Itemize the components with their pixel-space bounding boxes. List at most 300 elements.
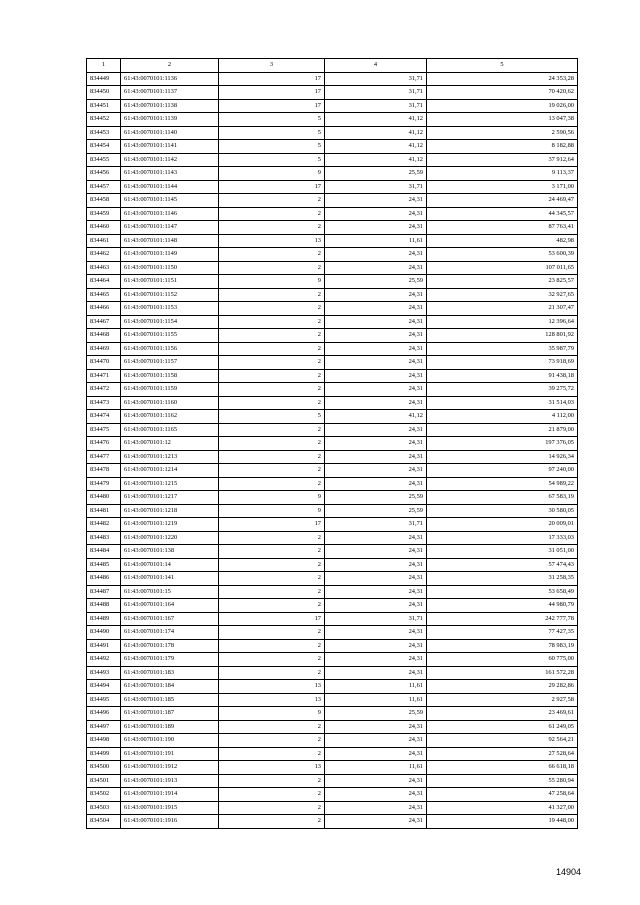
group-cell: 5 (219, 410, 325, 424)
group-cell: 13 (219, 680, 325, 694)
table-row (87, 761, 578, 775)
record-number-cell: 834486 (87, 572, 121, 586)
rate-cell: 24,31 (325, 720, 427, 734)
rate-cell: 24,31 (325, 572, 427, 586)
value-cell: 67 583,19 (427, 491, 578, 505)
rate-cell: 24,31 (325, 464, 427, 478)
group-cell: 2 (219, 342, 325, 356)
value-cell: 12 396,64 (427, 315, 578, 329)
rate-cell: 24,31 (325, 801, 427, 815)
rate-cell: 24,31 (325, 288, 427, 302)
rate-cell: 31,71 (325, 99, 427, 113)
record-number-cell: 834470 (87, 356, 121, 370)
table-row (87, 626, 578, 640)
value-cell: 2 927,58 (427, 693, 578, 707)
table-row (87, 423, 578, 437)
table-row (87, 572, 578, 586)
rate-cell: 25,59 (325, 491, 427, 505)
value-cell: 31 258,35 (427, 572, 578, 586)
cadastral-number-cell: 61:43:0070101:1136 (121, 72, 219, 86)
record-number-cell: 834492 (87, 653, 121, 667)
cadastral-number-cell: 61:43:0070101:1149 (121, 248, 219, 262)
table-row (87, 774, 578, 788)
record-number-cell: 834490 (87, 626, 121, 640)
table-row (87, 302, 578, 316)
group-cell: 9 (219, 707, 325, 721)
value-cell: 21 307,47 (427, 302, 578, 316)
register-table (86, 58, 578, 829)
table-row (87, 747, 578, 761)
table-row (87, 815, 578, 829)
cadastral-number-cell: 61:43:0070101:1220 (121, 531, 219, 545)
table-row (87, 599, 578, 613)
table-row (87, 234, 578, 248)
value-cell: 91 438,18 (427, 369, 578, 383)
value-cell: 161 572,28 (427, 666, 578, 680)
table-row (87, 342, 578, 356)
value-cell: 19 448,00 (427, 815, 578, 829)
record-number-cell: 834464 (87, 275, 121, 289)
group-cell: 2 (219, 774, 325, 788)
rate-cell: 24,31 (325, 815, 427, 829)
record-number-cell: 834462 (87, 248, 121, 262)
record-number-cell: 834453 (87, 126, 121, 140)
record-number-cell: 834449 (87, 72, 121, 86)
cadastral-number-cell: 61:43:0070101:167 (121, 612, 219, 626)
value-cell: 23 825,57 (427, 275, 578, 289)
table-row (87, 140, 578, 154)
cadastral-number-cell: 61:43:0070101:1165 (121, 423, 219, 437)
cadastral-number-cell: 61:43:0070101:1146 (121, 207, 219, 221)
record-number-cell: 834481 (87, 504, 121, 518)
cadastral-number-cell: 61:43:0070101:1151 (121, 275, 219, 289)
cadastral-number-cell: 61:43:0070101:178 (121, 639, 219, 653)
value-cell: 41 327,00 (427, 801, 578, 815)
cadastral-number-cell: 61:43:0070101:1217 (121, 491, 219, 505)
record-number-cell: 834455 (87, 153, 121, 167)
rate-cell: 24,31 (325, 261, 427, 275)
cadastral-number-cell: 61:43:0070101:1213 (121, 450, 219, 464)
cadastral-number-cell: 61:43:0070101:1156 (121, 342, 219, 356)
rate-cell: 31,71 (325, 612, 427, 626)
record-number-cell: 834452 (87, 113, 121, 127)
rate-cell: 24,31 (325, 626, 427, 640)
table-row (87, 194, 578, 208)
value-cell: 66 618,18 (427, 761, 578, 775)
rate-cell: 24,31 (325, 774, 427, 788)
cadastral-number-cell: 61:43:0070101:14 (121, 558, 219, 572)
record-number-cell: 834458 (87, 194, 121, 208)
group-cell: 5 (219, 126, 325, 140)
group-cell: 2 (219, 450, 325, 464)
group-cell: 17 (219, 99, 325, 113)
group-cell: 9 (219, 504, 325, 518)
column-header-1: 1 (87, 59, 121, 73)
record-number-cell: 834465 (87, 288, 121, 302)
cadastral-number-cell: 61:43:0070101:1150 (121, 261, 219, 275)
value-cell: 60 775,00 (427, 653, 578, 667)
rate-cell: 24,31 (325, 207, 427, 221)
table-row (87, 410, 578, 424)
table-row (87, 585, 578, 599)
rate-cell: 24,31 (325, 302, 427, 316)
value-cell: 242 777,78 (427, 612, 578, 626)
record-number-cell: 834504 (87, 815, 121, 829)
group-cell: 2 (219, 572, 325, 586)
value-cell: 44 980,79 (427, 599, 578, 613)
group-cell: 5 (219, 153, 325, 167)
rate-cell: 24,31 (325, 437, 427, 451)
table-row (87, 464, 578, 478)
group-cell: 2 (219, 207, 325, 221)
value-cell: 20 009,01 (427, 518, 578, 532)
cadastral-number-cell: 61:43:0070101:1916 (121, 815, 219, 829)
group-cell: 2 (219, 329, 325, 343)
group-cell: 2 (219, 288, 325, 302)
value-cell: 31 514,03 (427, 396, 578, 410)
rate-cell: 11,61 (325, 693, 427, 707)
cadastral-number-cell: 61:43:0070101:1153 (121, 302, 219, 316)
cadastral-number-cell: 61:43:0070101:1148 (121, 234, 219, 248)
column-header-3: 3 (219, 59, 325, 73)
value-cell: 9 113,37 (427, 167, 578, 181)
group-cell: 2 (219, 747, 325, 761)
record-number-cell: 834491 (87, 639, 121, 653)
group-cell: 17 (219, 518, 325, 532)
rate-cell: 41,12 (325, 153, 427, 167)
record-number-cell: 834474 (87, 410, 121, 424)
group-cell: 2 (219, 639, 325, 653)
cadastral-number-cell: 61:43:0070101:1218 (121, 504, 219, 518)
group-cell: 2 (219, 815, 325, 829)
table-row (87, 612, 578, 626)
table-row (87, 734, 578, 748)
cadastral-number-cell: 61:43:0070101:185 (121, 693, 219, 707)
rate-cell: 41,12 (325, 410, 427, 424)
table-body (87, 72, 578, 828)
table-row (87, 477, 578, 491)
rate-cell: 24,31 (325, 639, 427, 653)
record-number-cell: 834460 (87, 221, 121, 235)
record-number-cell: 834473 (87, 396, 121, 410)
cadastral-number-cell: 61:43:0070101:1158 (121, 369, 219, 383)
group-cell: 2 (219, 531, 325, 545)
record-number-cell: 834496 (87, 707, 121, 721)
value-cell: 54 989,22 (427, 477, 578, 491)
rate-cell: 24,31 (325, 423, 427, 437)
record-number-cell: 834477 (87, 450, 121, 464)
table-row (87, 788, 578, 802)
record-number-cell: 834498 (87, 734, 121, 748)
group-cell: 2 (219, 423, 325, 437)
table-row (87, 315, 578, 329)
table-row (87, 558, 578, 572)
table-row (87, 531, 578, 545)
table-row (87, 720, 578, 734)
table-row (87, 693, 578, 707)
rate-cell: 11,61 (325, 234, 427, 248)
table-row (87, 113, 578, 127)
record-number-cell: 834500 (87, 761, 121, 775)
rate-cell: 24,31 (325, 194, 427, 208)
group-cell: 13 (219, 761, 325, 775)
cadastral-number-cell: 61:43:0070101:1915 (121, 801, 219, 815)
cadastral-number-cell: 61:43:0070101:1141 (121, 140, 219, 154)
record-number-cell: 834454 (87, 140, 121, 154)
value-cell: 97 240,00 (427, 464, 578, 478)
cadastral-number-cell: 61:43:0070101:12 (121, 437, 219, 451)
record-number-cell: 834469 (87, 342, 121, 356)
table-row (87, 504, 578, 518)
value-cell: 32 927,65 (427, 288, 578, 302)
rate-cell: 24,31 (325, 585, 427, 599)
group-cell: 2 (219, 248, 325, 262)
group-cell: 5 (219, 140, 325, 154)
group-cell: 2 (219, 558, 325, 572)
table-row (87, 680, 578, 694)
record-number-cell: 834457 (87, 180, 121, 194)
group-cell: 2 (219, 356, 325, 370)
record-number-cell: 834495 (87, 693, 121, 707)
rate-cell: 24,31 (325, 248, 427, 262)
rate-cell: 41,12 (325, 126, 427, 140)
group-cell: 2 (219, 369, 325, 383)
record-number-cell: 834483 (87, 531, 121, 545)
cadastral-number-cell: 61:43:0070101:174 (121, 626, 219, 640)
group-cell: 2 (219, 734, 325, 748)
cadastral-number-cell: 61:43:0070101:1138 (121, 99, 219, 113)
cadastral-number-cell: 61:43:0070101:1162 (121, 410, 219, 424)
rate-cell: 25,59 (325, 275, 427, 289)
value-cell: 61 249,05 (427, 720, 578, 734)
value-cell: 31 051,00 (427, 545, 578, 559)
cadastral-number-cell: 61:43:0070101:1145 (121, 194, 219, 208)
record-number-cell: 834503 (87, 801, 121, 815)
record-number-cell: 834485 (87, 558, 121, 572)
table-row (87, 207, 578, 221)
cadastral-number-cell: 61:43:0070101:164 (121, 599, 219, 613)
table-row (87, 221, 578, 235)
group-cell: 2 (219, 801, 325, 815)
rate-cell: 24,31 (325, 329, 427, 343)
record-number-cell: 834456 (87, 167, 121, 181)
value-cell: 3 171,00 (427, 180, 578, 194)
record-number-cell: 834476 (87, 437, 121, 451)
value-cell: 24 469,47 (427, 194, 578, 208)
rate-cell: 24,31 (325, 545, 427, 559)
table-row (87, 86, 578, 100)
group-cell: 2 (219, 720, 325, 734)
rate-cell: 24,31 (325, 531, 427, 545)
rate-cell: 25,59 (325, 167, 427, 181)
group-cell: 13 (219, 693, 325, 707)
table-row (87, 72, 578, 86)
rate-cell: 24,31 (325, 477, 427, 491)
cadastral-number-cell: 61:43:0070101:1152 (121, 288, 219, 302)
group-cell: 2 (219, 261, 325, 275)
value-cell: 78 983,19 (427, 639, 578, 653)
record-number-cell: 834487 (87, 585, 121, 599)
rate-cell: 31,71 (325, 72, 427, 86)
cadastral-number-cell: 61:43:0070101:1147 (121, 221, 219, 235)
cadastral-number-cell: 61:43:0070101:1144 (121, 180, 219, 194)
record-number-cell: 834493 (87, 666, 121, 680)
rate-cell: 25,59 (325, 504, 427, 518)
table-row (87, 261, 578, 275)
record-number-cell: 834451 (87, 99, 121, 113)
table-row (87, 99, 578, 113)
table-row (87, 126, 578, 140)
table-row (87, 801, 578, 815)
table-row (87, 369, 578, 383)
table-row (87, 707, 578, 721)
record-number-cell: 834463 (87, 261, 121, 275)
table-row (87, 518, 578, 532)
cadastral-number-cell: 61:43:0070101:1913 (121, 774, 219, 788)
record-number-cell: 834488 (87, 599, 121, 613)
group-cell: 17 (219, 72, 325, 86)
rate-cell: 24,31 (325, 653, 427, 667)
value-cell: 57 474,43 (427, 558, 578, 572)
value-cell: 27 528,64 (427, 747, 578, 761)
rate-cell: 24,31 (325, 383, 427, 397)
group-cell: 17 (219, 180, 325, 194)
group-cell: 2 (219, 396, 325, 410)
value-cell: 482,98 (427, 234, 578, 248)
cadastral-number-cell: 61:43:0070101:1157 (121, 356, 219, 370)
group-cell: 2 (219, 545, 325, 559)
rate-cell: 31,71 (325, 86, 427, 100)
rate-cell: 24,31 (325, 599, 427, 613)
group-cell: 2 (219, 666, 325, 680)
cadastral-number-cell: 61:43:0070101:1912 (121, 761, 219, 775)
value-cell: 55 280,94 (427, 774, 578, 788)
record-number-cell: 834480 (87, 491, 121, 505)
table-row (87, 288, 578, 302)
rate-cell: 24,31 (325, 396, 427, 410)
table-row (87, 491, 578, 505)
value-cell: 197 376,05 (427, 437, 578, 451)
column-header-2: 2 (121, 59, 219, 73)
cadastral-number-cell: 61:43:0070101:190 (121, 734, 219, 748)
record-number-cell: 834450 (87, 86, 121, 100)
column-header-4: 4 (325, 59, 427, 73)
value-cell: 53 600,39 (427, 248, 578, 262)
cadastral-number-cell: 61:43:0070101:1155 (121, 329, 219, 343)
cadastral-number-cell: 61:43:0070101:1219 (121, 518, 219, 532)
table-row (87, 180, 578, 194)
rate-cell: 24,31 (325, 221, 427, 235)
record-number-cell: 834461 (87, 234, 121, 248)
cadastral-number-cell: 61:43:0070101:1159 (121, 383, 219, 397)
value-cell: 87 763,41 (427, 221, 578, 235)
value-cell: 21 879,00 (427, 423, 578, 437)
value-cell: 29 282,86 (427, 680, 578, 694)
group-cell: 2 (219, 194, 325, 208)
value-cell: 19 026,00 (427, 99, 578, 113)
record-number-cell: 834484 (87, 545, 121, 559)
table-row (87, 666, 578, 680)
value-cell: 8 182,88 (427, 140, 578, 154)
record-number-cell: 834494 (87, 680, 121, 694)
cadastral-number-cell: 61:43:0070101:1139 (121, 113, 219, 127)
table-row (87, 356, 578, 370)
record-number-cell: 834482 (87, 518, 121, 532)
cadastral-number-cell: 61:43:0070101:187 (121, 707, 219, 721)
group-cell: 17 (219, 612, 325, 626)
group-cell: 17 (219, 86, 325, 100)
value-cell: 39 275,72 (427, 383, 578, 397)
value-cell: 53 658,49 (427, 585, 578, 599)
rate-cell: 41,12 (325, 140, 427, 154)
value-cell: 23 469,61 (427, 707, 578, 721)
value-cell: 13 047,38 (427, 113, 578, 127)
cadastral-number-cell: 61:43:0070101:15 (121, 585, 219, 599)
record-number-cell: 834471 (87, 369, 121, 383)
record-number-cell: 834478 (87, 464, 121, 478)
group-cell: 2 (219, 477, 325, 491)
group-cell: 13 (219, 234, 325, 248)
cadastral-number-cell: 61:43:0070101:179 (121, 653, 219, 667)
rate-cell: 24,31 (325, 369, 427, 383)
value-cell: 128 801,92 (427, 329, 578, 343)
record-number-cell: 834502 (87, 788, 121, 802)
value-cell: 30 580,05 (427, 504, 578, 518)
table-row (87, 275, 578, 289)
cadastral-number-cell: 61:43:0070101:1154 (121, 315, 219, 329)
value-cell: 2 590,56 (427, 126, 578, 140)
group-cell: 9 (219, 275, 325, 289)
rate-cell: 31,71 (325, 518, 427, 532)
group-cell: 2 (219, 383, 325, 397)
record-number-cell: 834467 (87, 315, 121, 329)
group-cell: 2 (219, 302, 325, 316)
group-cell: 2 (219, 315, 325, 329)
rate-cell: 24,31 (325, 734, 427, 748)
value-cell: 107 011,65 (427, 261, 578, 275)
table-row (87, 167, 578, 181)
value-cell: 4 112,00 (427, 410, 578, 424)
value-cell: 37 912,64 (427, 153, 578, 167)
group-cell: 2 (219, 626, 325, 640)
cadastral-number-cell: 61:43:0070101:1142 (121, 153, 219, 167)
value-cell: 77 427,35 (427, 626, 578, 640)
rate-cell: 31,71 (325, 180, 427, 194)
cadastral-number-cell: 61:43:0070101:138 (121, 545, 219, 559)
table-row (87, 545, 578, 559)
table-row (87, 653, 578, 667)
record-number-cell: 834466 (87, 302, 121, 316)
record-number-cell: 834468 (87, 329, 121, 343)
rate-cell: 25,59 (325, 707, 427, 721)
value-cell: 17 333,03 (427, 531, 578, 545)
rate-cell: 41,12 (325, 113, 427, 127)
value-cell: 14 926,34 (427, 450, 578, 464)
rate-cell: 24,31 (325, 788, 427, 802)
rate-cell: 24,31 (325, 356, 427, 370)
table-row (87, 329, 578, 343)
record-number-cell: 834501 (87, 774, 121, 788)
value-cell: 47 258,64 (427, 788, 578, 802)
record-number-cell: 834497 (87, 720, 121, 734)
rate-cell: 24,31 (325, 315, 427, 329)
header-row (87, 59, 578, 73)
page-number: 14904 (556, 867, 582, 877)
table-row (87, 437, 578, 451)
record-number-cell: 834472 (87, 383, 121, 397)
rate-cell: 24,31 (325, 558, 427, 572)
rate-cell: 24,31 (325, 666, 427, 680)
